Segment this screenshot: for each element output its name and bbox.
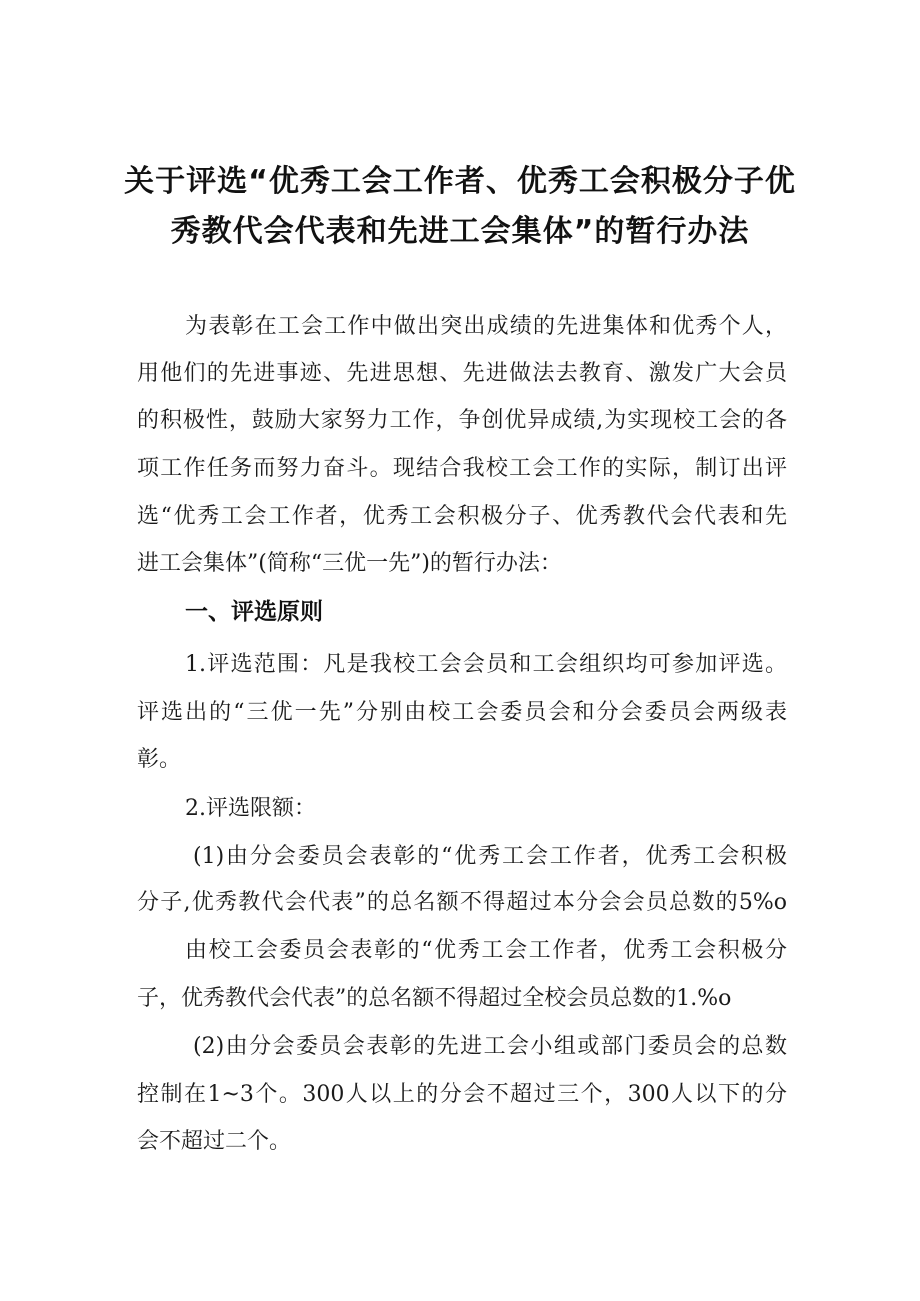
item2-sub1-line-2: 分子,优秀教代会代表”的总名额不得超过本分会会员总数的5%o	[137, 890, 787, 915]
item2-sub2-line-1: (2)由分会委员会表彰的先进工会小组或部门委员会的总数	[193, 1034, 787, 1059]
intro-line-6: 进工会集体”(简称“三优一先”)的暂行办法：	[137, 551, 562, 576]
intro-line-2: 用他们的先进事迹、先进思想、先进做法去教育、激发广大会员	[137, 361, 787, 386]
intro-line-5: 选“优秀工会工作者，优秀工会积极分子、优秀教代会代表和先	[137, 504, 787, 529]
item1-line-2: 评选出的“三优一先”分别由校工会委员会和分会委员会两级表	[137, 700, 787, 725]
item2-label: 2.评选限额：	[185, 796, 316, 821]
intro-line-3: 的积极性，鼓励大家努力工作，争创优异成绩,为实现校工会的各	[137, 408, 787, 433]
item2-sub2-line-3: 会不超过二个。	[137, 1129, 292, 1154]
section-heading-principles: 一、评选原则	[185, 599, 323, 625]
document-title-line-2: 秀教代会代表和先进工会集体”的暂行办法	[170, 214, 750, 249]
item1-line-1: 1.评选范围：凡是我校工会会员和工会组织均可参加评选。	[185, 652, 787, 677]
item2-sub1-line-1: (1)由分会委员会表彰的“优秀工会工作者，优秀工会积极	[193, 844, 787, 869]
item2-school-line-2: 子，优秀教代会代表”的总名额不得超过全校会员总数的1.%o	[137, 986, 732, 1011]
item2-school-line-1: 由校工会委员会表彰的“优秀工会工作者，优秀工会积极分	[185, 938, 787, 963]
intro-line-1: 为表彰在工会工作中做出突出成绩的先进集体和优秀个人，	[185, 314, 787, 339]
document-title-line-1: 关于评选“优秀工会工作者、优秀工会积极分子优	[124, 164, 796, 199]
item2-sub2-line-2: 控制在1~3个。300人以上的分会不超过三个，300人以下的分	[137, 1082, 787, 1107]
item1-line-3: 彰。	[137, 747, 182, 772]
intro-line-4: 项工作任务而努力奋斗。现结合我校工会工作的实际，制订出评	[137, 456, 787, 481]
